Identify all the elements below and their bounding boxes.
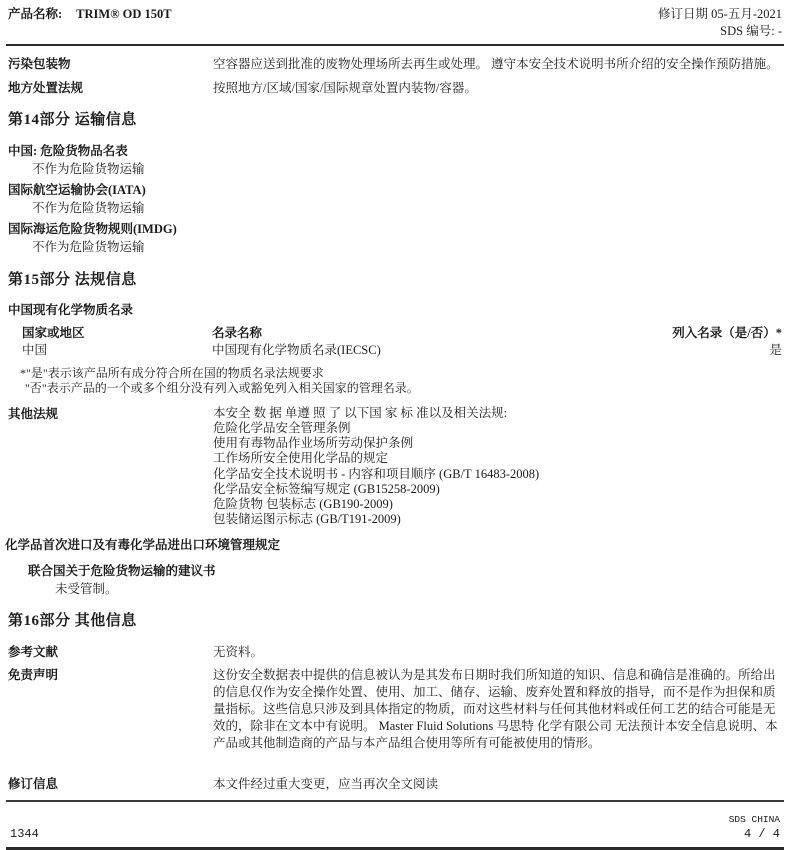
- footer-region-label: SDS CHINA: [728, 813, 780, 825]
- row-label: 修订信息: [8, 776, 59, 791]
- row-value: 无资料。: [213, 644, 264, 659]
- row-value: 空容器应送到批准的废物处理场所去再生或处理。 遵守本安全技术说明书所介绍的安全操作预防措施。: [213, 56, 779, 71]
- inventory-footnotes: [20, 366, 782, 396]
- header-meta: [658, 6, 782, 40]
- col-inventory-header: 名录名称: [212, 325, 263, 340]
- un-recommendations-heading: 联合国关于危险货物运输的建议书: [28, 563, 216, 578]
- transport-entry-heading: 中国: 危险货物品名表: [8, 143, 128, 158]
- footer-doc-number: 1344: [10, 827, 39, 842]
- section-15-title: 第15部分 法规信息: [8, 271, 137, 288]
- kv-row-other-regulations: [8, 406, 782, 528]
- row-value: 按照地方/区域/国家/国际规章处置内装物/容器。: [213, 80, 477, 95]
- transport-entry-value: 不作为危险货物运输: [32, 201, 145, 216]
- page-bottom-border: [6, 847, 784, 850]
- regulation-line: 本安全 数 据 单遵 照 了 以下国 家 标 准以及相关法规:: [213, 405, 508, 420]
- footer-page-number: 4 / 4: [743, 827, 780, 842]
- disclaimer-text: 这份安全数据表中提供的信息被认为是其发布日期时我们所知道的知识、信息和确信是准确的。所给出的信息仅作为安全操作处置、使用、加工、储存、运输、废弃处置和释放的指导，而不是作为担保和质量指标。这些信息只涉及到具体指定的物质，而对这些材料与任何其他材料或任何工艺的结合可能是无效的，除非在文本中有说明。 Master Fluid Solutions 马思特 化学有限公司 无法预计本安全信息说明、本产品或其他制造商的产品与本产品组合使用等所有可能被使用的情形。: [213, 668, 778, 750]
- row-label: 免责声明: [8, 668, 59, 683]
- regulation-line: 危险货物 包装标志 (GB190-2009): [213, 497, 393, 512]
- revision-date: 修订日期 05-五月-2021: [658, 7, 782, 21]
- kv-row-references: [8, 644, 782, 661]
- cell-listed: 是: [769, 343, 782, 358]
- un-recommendations-value: 未受管制。: [55, 582, 118, 597]
- row-label: 参考文献: [8, 644, 59, 659]
- row-label: 其他法规: [8, 406, 59, 421]
- transport-info-block: [8, 142, 782, 257]
- row-value: 本文件经过重大变更，应当再次全文阅读: [213, 776, 439, 791]
- transport-entry-value: 不作为危险货物运输: [32, 240, 145, 255]
- transport-entry-heading: 国际航空运输协会(IATA): [8, 183, 146, 197]
- regulation-line: 危险化学品安全管理条例: [213, 420, 351, 435]
- product-name-value: TRIM® OD 150T: [76, 7, 172, 21]
- inventory-table: [22, 325, 782, 360]
- page-header: [5, 5, 785, 44]
- col-country-header: 国家或地区: [22, 325, 85, 340]
- transport-entry-heading: 国际海运危险货物规则(IMDG): [8, 222, 177, 237]
- section-14-title: 第14部分 运输信息: [8, 111, 137, 128]
- kv-row-contaminated-packaging: [8, 56, 782, 73]
- kv-row-revision-info: [8, 776, 782, 793]
- document-body: [5, 46, 785, 800]
- inventory-table-header: [22, 325, 782, 343]
- footer-row: [6, 826, 784, 844]
- page-footer: [5, 800, 785, 850]
- transport-entry-value: 不作为危险货物运输: [32, 161, 145, 176]
- footnote-yes: *"是"表示该产品所有成分符合所在国的物质名录法规要求: [20, 365, 324, 380]
- kv-row-disclaimer: [8, 667, 782, 751]
- inventory-heading: 中国现有化学物质名录: [8, 302, 134, 317]
- other-regulations-list: [213, 406, 782, 528]
- product-name-label: 产品名称:: [8, 7, 63, 21]
- footer-divider: [6, 800, 784, 802]
- row-label: 污染包装物: [8, 56, 71, 71]
- regulation-line: 化学品安全标签编写规定 (GB15258-2009): [213, 481, 440, 496]
- cell-country: 中国: [22, 343, 48, 358]
- inventory-table-row: [22, 342, 782, 360]
- import-export-heading: 化学品首次进口及有毒化学品进出口环境管理规定: [5, 537, 281, 552]
- section-16-title: 第16部分 其他信息: [8, 613, 137, 630]
- sds-number: SDS 编号: -: [720, 23, 782, 38]
- product-name-line: [8, 6, 172, 23]
- regulation-line: 包装储运图示标志 (GB/T191-2009): [213, 512, 401, 527]
- footnote-no: "否"表示产品的一个或多个组分没有列入或豁免列入相关国家的管理名录。: [25, 380, 419, 395]
- regulation-line: 工作场所安全使用化学品的规定: [213, 451, 389, 466]
- regulation-line: 使用有毒物品作业场所劳动保护条例: [213, 436, 414, 451]
- kv-row-local-disposal: [8, 80, 782, 97]
- col-listed-header: 列入名录（是/否）*: [672, 325, 782, 340]
- row-label: 地方处置法规: [8, 80, 84, 95]
- cell-inventory: 中国现有化学物质名录(IECSC): [212, 343, 381, 358]
- regulation-line: 化学品安全技术说明书 - 内容和项目顺序 (GB/T 16483-2008): [213, 466, 540, 481]
